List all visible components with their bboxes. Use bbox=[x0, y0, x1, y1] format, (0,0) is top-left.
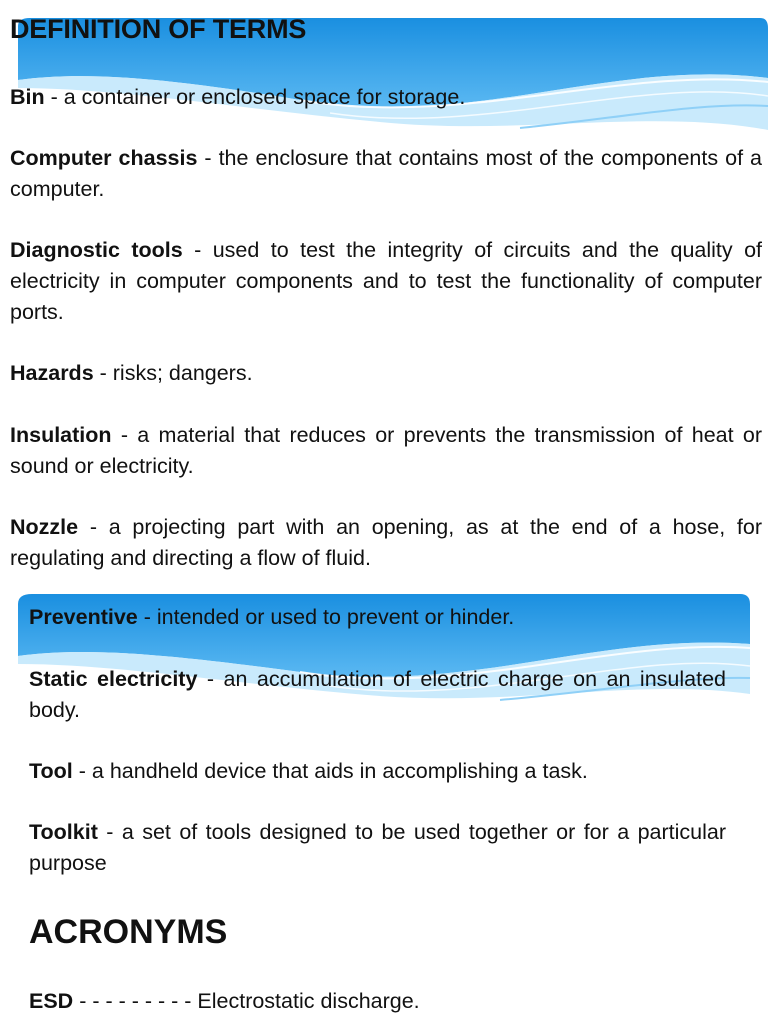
acronyms-heading: ACRONYMS bbox=[29, 913, 228, 951]
term-definition: an accumulation of electric charge on an insulated body. bbox=[29, 667, 726, 722]
definition-insulation: Insulation - a material that reduces or prevents the transmission of heat or sound or electricity. bbox=[10, 423, 763, 478]
definition-computer-chassis: Computer chassis - the enclosure that contains most of the components of a computer. bbox=[10, 146, 762, 201]
term-label: Tool bbox=[29, 759, 73, 783]
acronym-meaning: Electrostatic discharge. bbox=[197, 989, 420, 1013]
definition-tool: Tool - a handheld device that aids in accomplishing a task. bbox=[29, 759, 588, 783]
acronym-abbr: ESD bbox=[29, 989, 74, 1013]
term-definition: risks; dangers. bbox=[112, 361, 253, 385]
term-definition: a material that reduces or prevents the transmission of heat or sound or electricity. bbox=[10, 423, 763, 478]
term-label: Nozzle bbox=[10, 515, 79, 539]
term-label: Diagnostic tools bbox=[10, 238, 183, 262]
term-label: Static electricity bbox=[29, 667, 198, 691]
definition-toolkit: Toolkit - a set of tools designed to be used together or for a particular purpose bbox=[29, 820, 726, 875]
term-definition: a container or enclosed space for storage. bbox=[63, 85, 466, 109]
definition-static-electricity: Static electricity - an accumulation of electric charge on an insulated body. bbox=[29, 667, 726, 722]
term-definition: used to test the integrity of circuits and the quality of electricity in computer components and to test the functionality of computer ports. bbox=[10, 238, 762, 324]
acronym-dashes: - - - - - - - - - bbox=[73, 989, 198, 1013]
term-label: Computer chassis bbox=[10, 146, 198, 170]
term-definition: a projecting part with an opening, as at the end of a hose, for regulating and directing a flow of fluid. bbox=[10, 515, 763, 570]
term-definition: intended or used to prevent or hinder. bbox=[156, 605, 515, 629]
term-definition: the enclosure that contains most of the components of a computer. bbox=[10, 146, 762, 201]
term-definition: a set of tools designed to be used together or for a particular purpose bbox=[29, 820, 726, 875]
definition-diagnostic-tools: Diagnostic tools - used to test the integrity of circuits and the quality of electricity in computer components and to test the functionality of computer ports. bbox=[10, 238, 762, 324]
term-label: Insulation bbox=[10, 423, 112, 447]
term-definition: a handheld device that aids in accomplishing a task. bbox=[91, 759, 588, 783]
term-label: Bin bbox=[10, 85, 45, 109]
acronym-esd bbox=[29, 986, 420, 1017]
term-label: Toolkit bbox=[29, 820, 98, 844]
term-label: Preventive bbox=[29, 605, 138, 629]
definition-hazards: Hazards - risks; dangers. bbox=[10, 361, 253, 385]
definition-preventive: Preventive - intended or used to prevent or hinder. bbox=[29, 605, 515, 629]
term-label: Hazards bbox=[10, 361, 94, 385]
definition-nozzle: Nozzle - a projecting part with an opening, as at the end of a hose, for regulating and directing a flow of fluid. bbox=[10, 515, 763, 570]
page-title: DEFINITION OF TERMS bbox=[10, 14, 307, 44]
definition-bin: Bin - a container or enclosed space for storage. bbox=[10, 85, 466, 109]
